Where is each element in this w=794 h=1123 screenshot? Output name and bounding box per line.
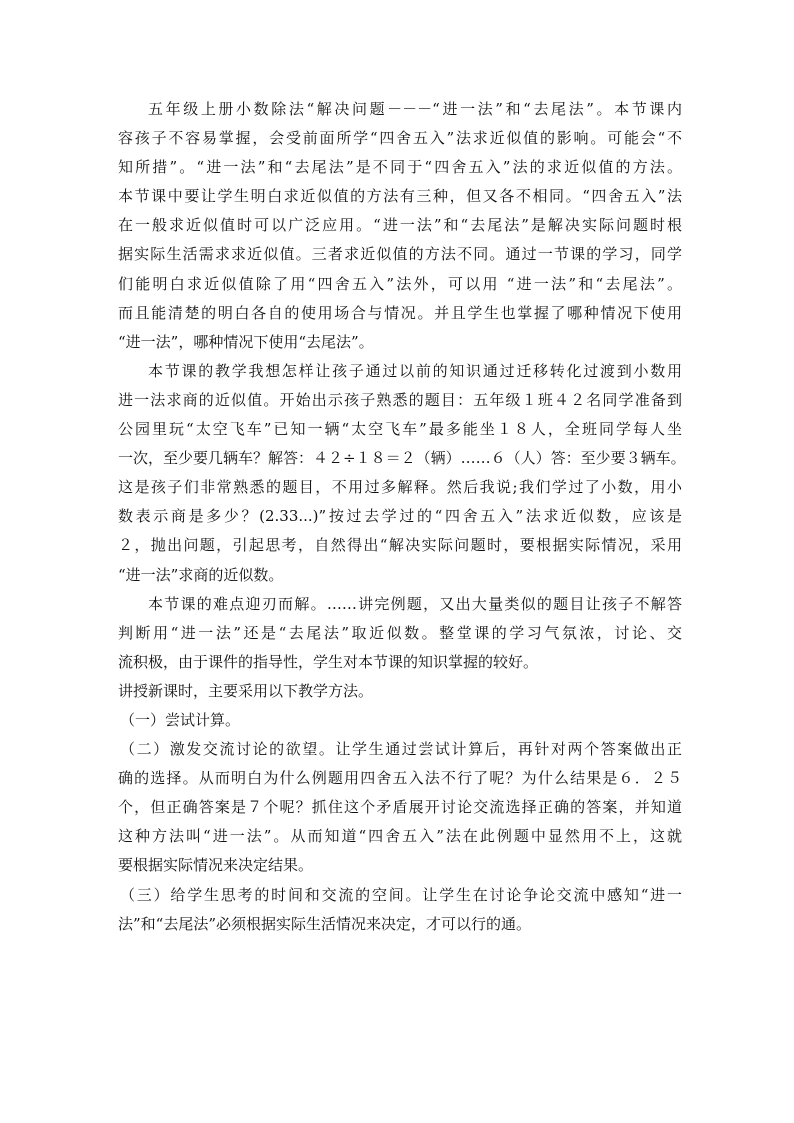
- text-line: 这种方法叫“进一法”。从而知道“四舍五入”法在此例题中显然用不上，这就: [118, 827, 682, 846]
- text-line: “进一法”求商的近似数。: [118, 565, 284, 584]
- list-item-1: [118, 706, 682, 735]
- text-line: （二）激发交流讨论的欲望。让学生通过尝试计算后，再针对两个答案做出正: [120, 740, 682, 759]
- text-line: 讲授新课时，主要采用以下教学方法。: [118, 681, 374, 700]
- text-line: 本节课中要让学生明白求近似值的方法有三种，但又各不相同。“四舍五入”法: [118, 187, 682, 206]
- text-line: 判断用“进一法”还是“去尾法”取近似数。整堂课的学习气氛浓，讨论、交: [118, 623, 682, 642]
- text-line: 一次，至少要几辆车？解答：４２÷１８＝２（辆）……６（人）答：至少要３辆车。: [118, 449, 686, 468]
- text-line: “进一法”，哪种情况下使用“去尾法”。: [118, 332, 374, 351]
- text-line: 个，但正确答案是７个呢？抓住这个矛盾展开讨论交流选择正确的答案，并知道: [118, 798, 682, 817]
- list-item-2: [118, 735, 682, 880]
- text-line: （一）尝试计算。: [120, 710, 241, 729]
- paragraph-2: [118, 357, 686, 590]
- paragraph-4: [118, 677, 682, 706]
- paragraph-3: [118, 590, 682, 677]
- text-line: 而且能清楚的明白各自的使用场合与情况。并且学生也掌握了哪种情况下使用: [118, 303, 682, 322]
- paragraph-1: [118, 95, 682, 357]
- text-line: 本节课的难点迎刃而解。……讲完例题，又出大量类似的题目让孩子不解答: [148, 594, 682, 613]
- text-line: 确的选择。从而明白为什么例题用四舍五入法不行了呢？为什么结果是６．２５: [118, 769, 682, 788]
- text-line: 这是孩子们非常熟悉的题目，不用过多解释。然后我说;我们学过了小数，用小: [118, 478, 682, 497]
- text-line: 据实际生活需求求近似值。三者求近似值的方法不同。通过一节课的学习，同学: [118, 245, 682, 264]
- text-line: 流积极，由于课件的指导性，学生对本节课的知识掌握的较好。: [118, 652, 539, 671]
- text-line: 数表示商是多少？(2.33...)”按过去学过的“四舍五入”法求近似数，应该是: [118, 507, 682, 526]
- text-line: 五年级上册小数除法“解决问题－－－“进一法”和“去尾法”。本节课内: [148, 100, 682, 118]
- text-line: 本节课的教学我想怎样让孩子通过以前的知识通过迁移转化过渡到小数用: [148, 361, 682, 380]
- document-page: [118, 95, 686, 939]
- text-line: 公园里玩“太空飞车”已知一辆“太空飞车”最多能坐１８人，全班同学每人坐: [118, 420, 682, 439]
- text-line: 容孩子不容易掌握，会受前面所学“四舍五入”法求近似值的影响。可能会“不: [118, 129, 682, 148]
- text-line: 在一般求近似值时可以广泛应用。“进一法”和“去尾法”是解决实际问题时根: [118, 216, 682, 235]
- text-line: 们能明白求近似值除了用“四舍五入”法外，可以用 “进一法”和“去尾法”。: [118, 274, 682, 293]
- text-line: 法”和“去尾法”必须根据实际生活情况来决定，才可以行的通。: [118, 914, 532, 933]
- text-line: ２，抛出问题，引起思考，自然得出“解决实际问题时，要根据实际情况，采用: [118, 536, 682, 555]
- text-line: 要根据实际情况来决定结果。: [118, 856, 314, 875]
- text-line: （三）给学生思考的时间和交流的空间。让学生在讨论争论交流中感知“进一: [120, 885, 682, 904]
- text-line: 进一法求商的近似值。开始出示孩子熟悉的题目：五年级１班４２名同学准备到: [118, 390, 682, 409]
- list-item-3: [118, 881, 682, 939]
- text-line: 知所措”。“进一法”和“去尾法”是不同于“四舍五入”法的求近似值的方法。: [118, 158, 682, 177]
